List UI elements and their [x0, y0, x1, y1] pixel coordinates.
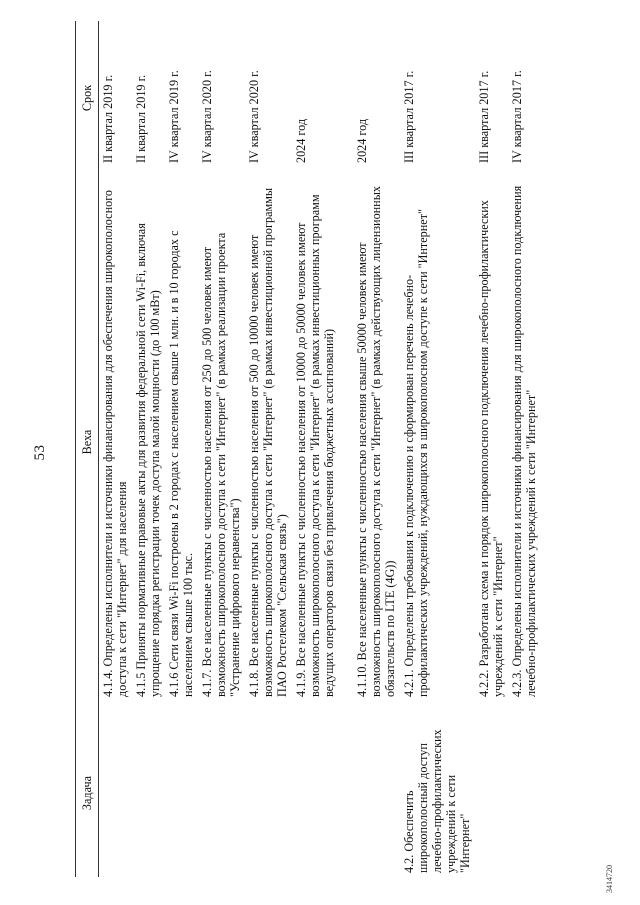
header-task: Задача: [76, 709, 99, 877]
milestone-cell: 4.1.10. Все населенные пункты с численностью населения свыше 50000 человек имеют возможность широкополосного доступа к сети "Интернет" (в рамках действующих лицензионных обязательств по LTE (4G)): [355, 186, 397, 697]
document-code: 3414720: [605, 865, 614, 893]
task-cell: [292, 709, 353, 877]
table-row: [198, 21, 245, 877]
task-cell: [198, 709, 245, 877]
milestone-cell: 4.1.8. Все населенные пункты с численностью населения от 500 до 10000 человек имеют возможность широкополосного доступа к сети "Интернет" (в рамках инвестиционной программы ПАО Ростелеком "Сельская связь"): [247, 187, 289, 697]
header-term: Срок: [76, 21, 99, 175]
task-cell: [132, 709, 165, 877]
milestone-cell: 4.1.6 Сети связи Wi-Fi построены в 2 городах с населением свыше 1 млн. и в 10 городах с населением свыше 100 тыс.: [167, 230, 195, 697]
term-cell: IV квартал 2020 г.: [200, 70, 214, 163]
term-cell: III квартал 2017 г.: [477, 70, 491, 163]
task-cell: [245, 709, 292, 877]
task-cell: [353, 709, 400, 877]
milestone-cell: 4.1.5 Приняты нормативные правовые акты для развития федеральной сети Wi-Fi, включая упрощение порядка регистрации точек доступа малой мощности (до 100 мВт): [134, 223, 162, 697]
milestone-cell: 4.2.1. Определены требования к подключению и сформирован перечень лечебно-профилактических учреждений, нуждающихся в широкополосном доступе к сети "Интернет": [402, 209, 430, 697]
task-cell: [99, 709, 133, 877]
milestone-cell: 4.1.4. Определены исполнители и источники финансирования для обеспечения широкополосного доступа к сети "Интернет" для населения: [101, 190, 129, 697]
milestone-cell: 4.1.7. Все населенные пункты с численностью населения от 250 до 500 человек имеют возможность широкополосного доступа к сети "Интернет" (в рамках реализации проекта "Устранение цифрового неравенства"): [200, 232, 242, 697]
term-cell: II квартал 2019 г.: [134, 74, 148, 163]
table-row: [475, 21, 508, 877]
milestone-cell: 4.2.2. Разработана схема и порядок широкополосного подключения лечебно-профилактических учреждений к сети "Интернет": [477, 200, 505, 697]
term-cell: IV квартал 2019 г.: [167, 70, 181, 163]
table-row: [165, 21, 198, 877]
table-row: [508, 21, 541, 877]
term-cell: III квартал 2017 г.: [402, 70, 416, 163]
task-cell: [475, 709, 508, 877]
milestones-table: [75, 21, 541, 877]
milestone-cell: 4.2.3. Определены исполнители и источники финансирования для широкополосного подключения лечебно-профилактических учреждений к сети "Интернет": [510, 185, 538, 697]
page-number: 53: [32, 444, 48, 461]
table-row: [400, 21, 475, 877]
table-row: [245, 21, 292, 877]
task-cell: [508, 709, 541, 877]
term-cell: 2024 год: [355, 118, 369, 163]
milestone-cell: 4.1.9. Все населенные пункты с численностью населения от 10000 до 50000 человек имеют возможность широкополосного доступа к сети "Интернет" (в рамках инвестиционных программ ведущих операторов связи без привлечения бюджетных ассигнований): [294, 194, 336, 697]
table-row: [353, 21, 400, 877]
term-cell: II квартал 2019 г.: [101, 74, 115, 163]
table-header-row: [76, 21, 99, 877]
term-cell: IV квартал 2017 г.: [510, 70, 524, 163]
term-cell: 2024 год: [294, 118, 308, 163]
table-row: [132, 21, 165, 877]
term-cell: IV квартал 2020 г.: [247, 70, 261, 163]
header-milestone: Веха: [76, 175, 99, 709]
table-row: [99, 21, 133, 877]
task-cell: 4.2. Обеспечить широкополосный доступ лечебно-профилактических учреждений к сети "Интернет": [402, 729, 472, 873]
table-row: [292, 21, 353, 877]
task-cell: [165, 709, 198, 877]
